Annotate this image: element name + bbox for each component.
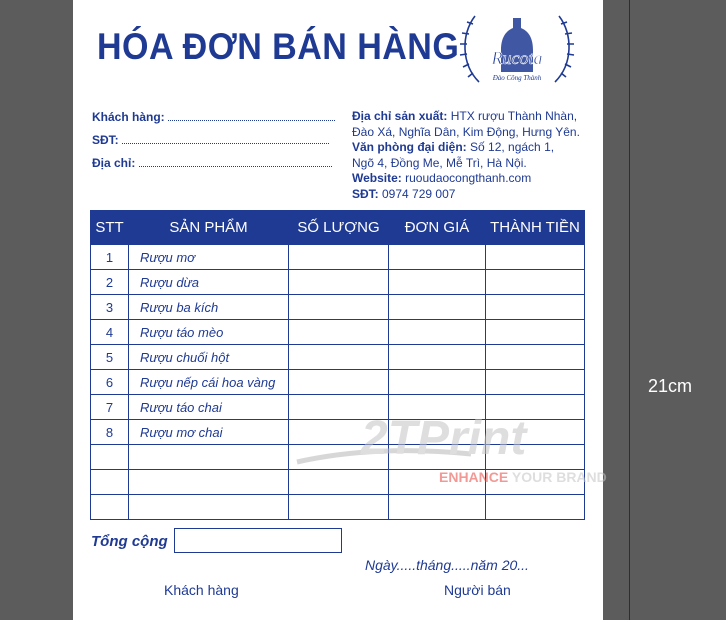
- row-stt: 2: [91, 270, 129, 295]
- customer-name-label: Khách hàng:: [92, 110, 165, 124]
- row-stt: 8: [91, 420, 129, 445]
- company-phone-label: SĐT:: [352, 186, 379, 201]
- address-field[interactable]: [92, 156, 332, 170]
- 2tprint-watermark: [291, 410, 651, 490]
- row-quantity-cell[interactable]: [289, 245, 389, 270]
- row-unit-price-cell[interactable]: [389, 345, 486, 370]
- row-quantity-cell[interactable]: [289, 320, 389, 345]
- row-quantity-cell[interactable]: [289, 295, 389, 320]
- row-amount-cell[interactable]: [486, 495, 585, 520]
- row-unit-price-cell[interactable]: [389, 320, 486, 345]
- row-unit-price-cell[interactable]: [389, 370, 486, 395]
- table-row: [91, 295, 585, 320]
- row-product: [129, 445, 289, 470]
- row-product: Rượu ba kích: [129, 295, 289, 320]
- watermark-tagline: [439, 469, 607, 485]
- row-stt: [91, 470, 129, 495]
- row-stt: 1: [91, 245, 129, 270]
- row-stt: [91, 445, 129, 470]
- row-quantity-cell[interactable]: [289, 345, 389, 370]
- phone-field[interactable]: [92, 133, 329, 147]
- row-amount-cell[interactable]: [486, 370, 585, 395]
- row-quantity-cell[interactable]: [289, 370, 389, 395]
- row-stt: 7: [91, 395, 129, 420]
- row-stt: 3: [91, 295, 129, 320]
- watermark-tagline-enhance: ENHANCE: [439, 469, 509, 485]
- customer-name-field[interactable]: [92, 110, 335, 124]
- customer-name-line[interactable]: [168, 112, 335, 121]
- office-label: Văn phòng đại diện:: [352, 140, 467, 155]
- row-stt: 4: [91, 320, 129, 345]
- logo-brand: Rucota: [491, 48, 543, 68]
- logo-tagline: Đào Công Thành: [492, 74, 542, 82]
- table-row: [91, 345, 585, 370]
- company-phone-value: 0974 729 007: [378, 186, 456, 201]
- row-stt: 6: [91, 370, 129, 395]
- seller-signature-label: Người bán: [444, 582, 511, 598]
- phone-line[interactable]: [122, 135, 329, 144]
- header-unit-price: ĐƠN GIÁ: [389, 211, 486, 245]
- row-product: Rượu mơ: [129, 245, 289, 270]
- row-product: Rượu chuối hột: [129, 345, 289, 370]
- invoice-title: HÓA ĐƠN BÁN HÀNG: [97, 26, 460, 67]
- table-row: [91, 320, 585, 345]
- row-amount-cell[interactable]: [486, 320, 585, 345]
- production-address-line2: Đào Xá, Nghĩa Dân, Kim Động, Hưng Yên.: [352, 124, 580, 139]
- header-product: SẢN PHẨM: [129, 211, 289, 245]
- table-row: [91, 245, 585, 270]
- ruler-label: 21cm: [648, 376, 693, 396]
- production-address-label: Địa chỉ sản xuất:: [352, 109, 448, 123]
- row-amount-cell[interactable]: [486, 345, 585, 370]
- row-quantity-cell[interactable]: [289, 495, 389, 520]
- watermark-tagline-rest: YOUR BRAND: [508, 469, 607, 485]
- row-unit-price-cell[interactable]: [389, 295, 486, 320]
- rucota-logo: [457, 12, 577, 88]
- website-value[interactable]: ruoudaocongthanh.com: [401, 171, 532, 186]
- customer-signature-label: Khách hàng: [164, 582, 239, 598]
- row-product: Rượu táo chai: [129, 395, 289, 420]
- table-header-row: [91, 211, 585, 245]
- row-product: [129, 470, 289, 495]
- office-value: Số 12, ngách 1,: [466, 140, 555, 155]
- address-line[interactable]: [139, 158, 332, 167]
- table-row: [91, 495, 585, 520]
- invoice-sheet: [73, 0, 607, 620]
- row-stt: [91, 495, 129, 520]
- table-row: [91, 370, 585, 395]
- total-input[interactable]: [174, 528, 342, 553]
- total-label: Tổng cộng: [91, 533, 168, 550]
- website-label: Website:: [352, 171, 402, 186]
- row-amount-cell[interactable]: [486, 295, 585, 320]
- address-label: Địa chỉ:: [92, 156, 136, 170]
- ruler-line: [629, 0, 630, 620]
- row-stt: 5: [91, 345, 129, 370]
- row-unit-price-cell[interactable]: [389, 245, 486, 270]
- header-amount: THÀNH TIỀN: [486, 211, 585, 245]
- watermark-brand: 2TPrint: [361, 412, 527, 465]
- production-address-value: HTX rượu Thành Nhàn,: [447, 109, 578, 123]
- company-info: [352, 109, 597, 203]
- header-stt: STT: [91, 211, 129, 245]
- row-unit-price-cell[interactable]: [389, 270, 486, 295]
- row-product: Rượu nếp cái hoa vàng: [129, 370, 289, 395]
- row-amount-cell[interactable]: [486, 270, 585, 295]
- row-product: [129, 495, 289, 520]
- date-line[interactable]: Ngày.....tháng.....năm 20...: [365, 557, 529, 573]
- row-product: Rượu táo mèo: [129, 320, 289, 345]
- office-line2: Ngõ 4, Đồng Me, Mễ Trì, Hà Nội.: [352, 155, 527, 170]
- row-product: Rượu dừa: [129, 270, 289, 295]
- row-amount-cell[interactable]: [486, 245, 585, 270]
- row-product: Rượu mơ chai: [129, 420, 289, 445]
- row-quantity-cell[interactable]: [289, 270, 389, 295]
- phone-label: SĐT:: [92, 133, 119, 147]
- row-unit-price-cell[interactable]: [389, 495, 486, 520]
- header-quantity: SỐ LƯỢNG: [289, 211, 389, 245]
- table-row: [91, 270, 585, 295]
